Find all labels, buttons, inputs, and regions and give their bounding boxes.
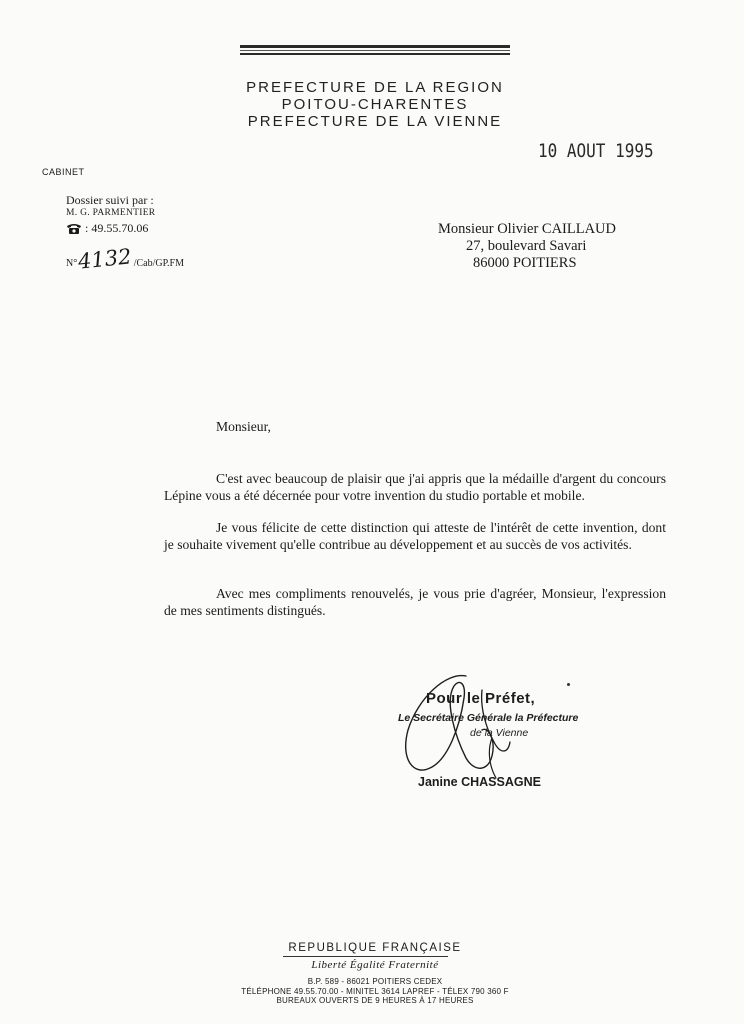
department-label: CABINET [42, 167, 85, 177]
paragraph: C'est avec beaucoup de plaisir que j'ai appris que la médaille d'argent du concours Lépine vous a été décernée pour votre invention du studio portable et mobile. [164, 471, 666, 503]
ref-handwritten-number: 4132 [77, 244, 133, 274]
letter-body [164, 519, 666, 553]
letter-body [164, 585, 666, 619]
dossier-label: Dossier suivi par : [66, 193, 154, 207]
reference-number [66, 244, 184, 274]
letterhead-line: POITOU-CHARENTES [281, 96, 469, 113]
ink-dot [567, 683, 570, 686]
recipient-street: 27, boulevard Savari [466, 238, 587, 254]
signature-title-2: de la Vienne [470, 727, 529, 739]
footer-republic: REPUBLIQUE FRANÇAISE [288, 942, 462, 954]
recipient-city: 86000 POITIERS [473, 255, 577, 271]
agent-name: M. G. PARMENTIER [66, 208, 156, 218]
ref-prefix: N° [66, 258, 78, 269]
signature-pour: Pour le Préfet, [426, 690, 536, 707]
paragraph: Avec mes compliments renouvelés, je vous prie d'agréer, Monsieur, l'expression de mes sentiments distingués. [164, 586, 666, 618]
letterhead-line: PREFECTURE DE LA REGION [246, 79, 504, 96]
ref-suffix: /Cab/GP.FM [133, 258, 184, 269]
footer-motto: Liberté Égalité Fraternité [311, 959, 439, 971]
telephone-icon [66, 223, 82, 234]
letterhead-line: PREFECTURE DE LA VIENNE [247, 113, 503, 130]
signature-title: Le Secrétaire Générale la Préfecture [398, 712, 579, 724]
salutation: Monsieur, [216, 419, 271, 434]
letterhead-rule [240, 45, 510, 48]
letterhead-rule [240, 50, 510, 51]
sender-phone [66, 221, 148, 236]
footer-telephone: TÉLÉPHONE 49.55.70.00 - MINITEL 3614 LAPREF - TÉLEX 790 360 F [241, 987, 509, 996]
date-stamp: 10 AOUT 1995 [538, 139, 654, 162]
footer-hours: BUREAUX OUVERTS DE 9 HEURES À 17 HEURES [276, 996, 474, 1005]
footer-rule [283, 956, 448, 957]
recipient-name: Monsieur Olivier CAILLAUD [438, 221, 617, 237]
paragraph: Je vous félicite de cette distinction qui atteste de l'intérêt de cette invention, dont je souhaite vivement qu'elle contribue au développement et au succès de vos activités. [164, 520, 666, 552]
phone-number: : 49.55.70.06 [85, 221, 149, 235]
footer-address: B.P. 589 - 86021 POITIERS CEDEX [307, 977, 443, 986]
letterhead-rule [240, 53, 510, 55]
letter-body [164, 470, 666, 504]
signatory-name: Janine CHASSAGNE [418, 775, 541, 789]
